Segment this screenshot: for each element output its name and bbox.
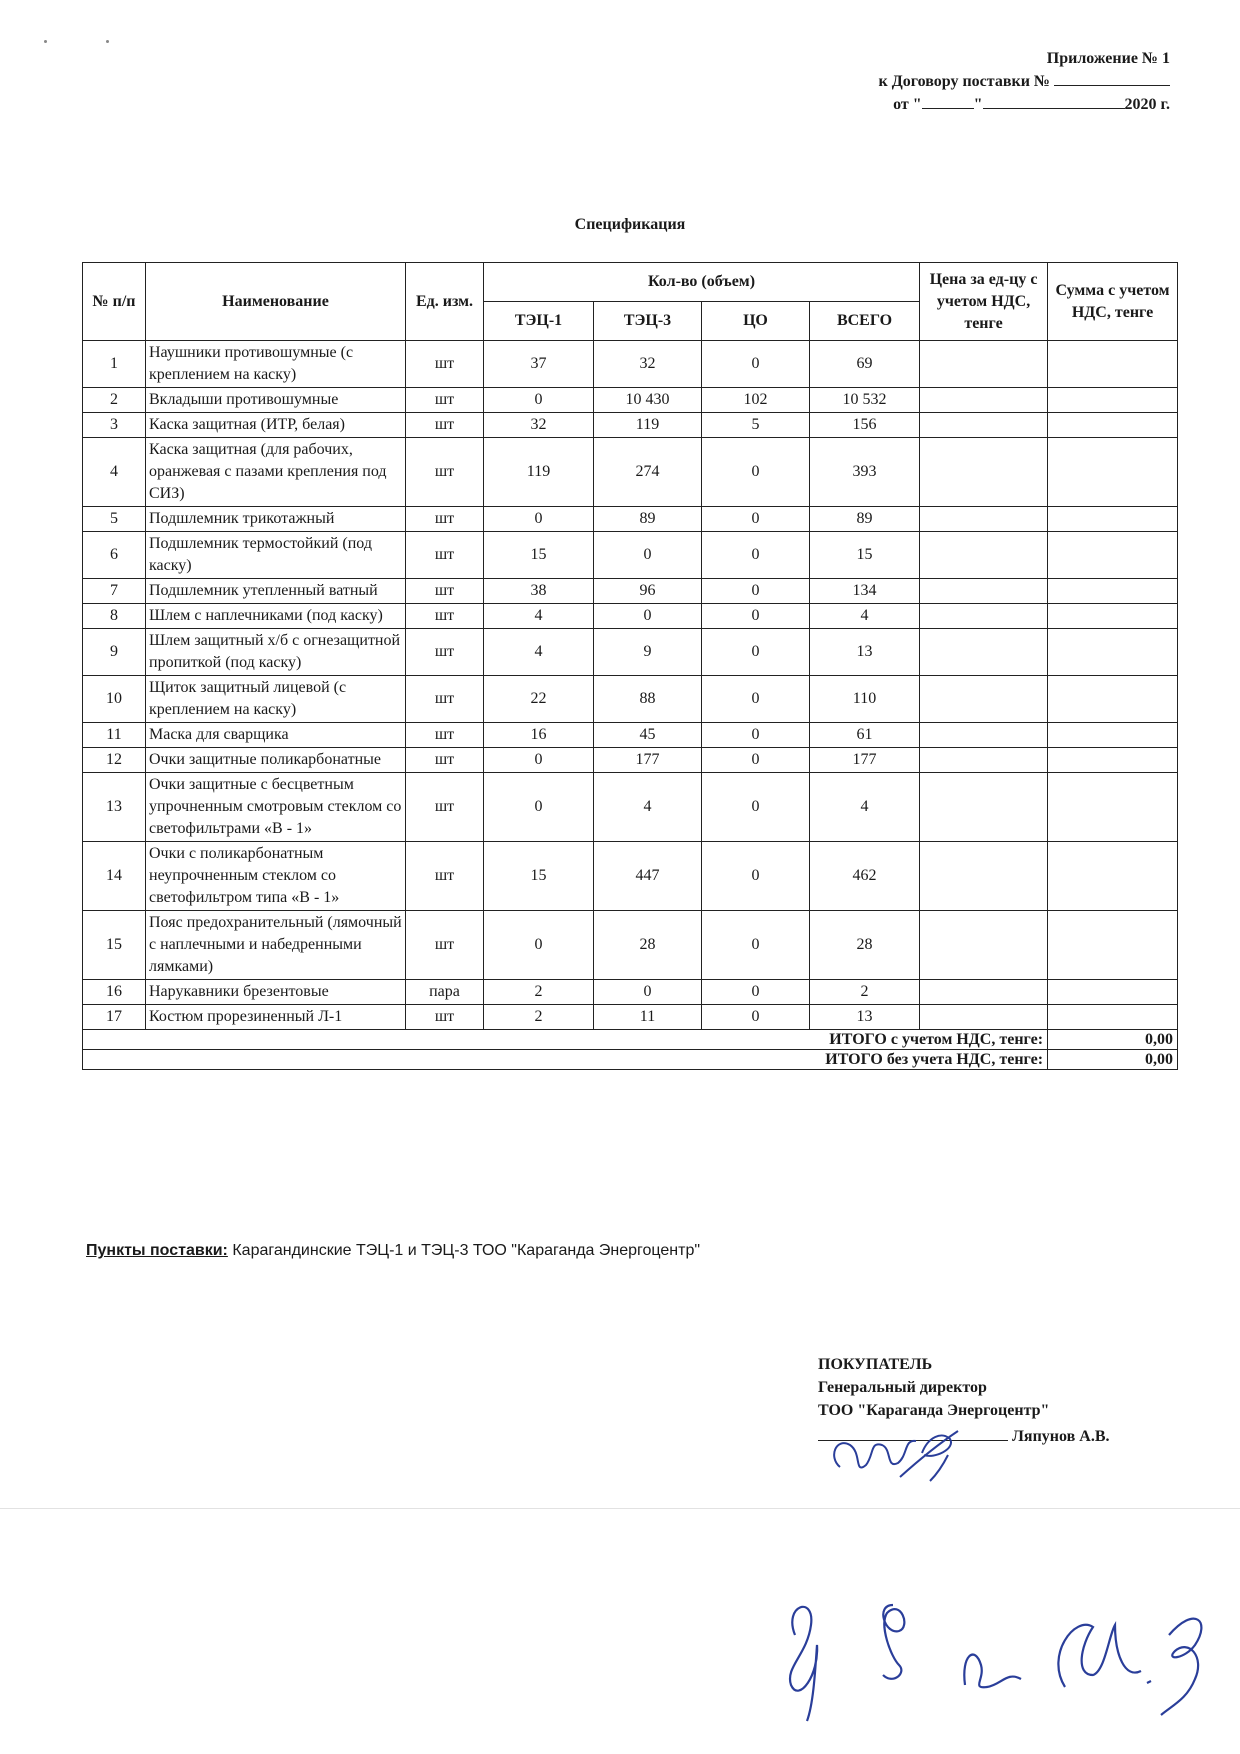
qty-co: 0: [702, 629, 810, 676]
appendix-number: Приложение № 1: [1046, 50, 1170, 67]
handwritten-signature: [810, 1415, 990, 1495]
qty-total: 2: [810, 980, 920, 1005]
table-row: [83, 980, 1178, 1005]
qty-co: 0: [702, 748, 810, 773]
item-name: Каска защитная (ИТР, белая): [146, 413, 406, 438]
table-row: [83, 604, 1178, 629]
qty-total: 61: [810, 723, 920, 748]
qty-co: 0: [702, 723, 810, 748]
item-name: Маска для сварщика: [146, 723, 406, 748]
delivery-text: Карагандинские ТЭЦ-1 и ТЭЦ-3 ТОО "Караганда Энергоцентр": [232, 1242, 701, 1259]
qty-co: 0: [702, 842, 810, 911]
row-num: 16: [83, 980, 146, 1005]
total-without-vat-label: ИТОГО без учета НДС, тенге:: [83, 1050, 1048, 1070]
qty-tec3: 447: [594, 842, 702, 911]
unit: шт: [406, 388, 484, 413]
unit: шт: [406, 532, 484, 579]
qty-total: 13: [810, 1005, 920, 1030]
qty-total: 177: [810, 748, 920, 773]
qty-tec1: 37: [484, 341, 594, 388]
row-num: 15: [83, 911, 146, 980]
row-num: 12: [83, 748, 146, 773]
row-num: 4: [83, 438, 146, 507]
row-num: 3: [83, 413, 146, 438]
item-name: Очки защитные поликарбонатные: [146, 748, 406, 773]
row-num: 2: [83, 388, 146, 413]
qty-tec3: 28: [594, 911, 702, 980]
contract-number-blank: [1054, 70, 1170, 86]
qty-co: 0: [702, 911, 810, 980]
sum-cell: [1048, 748, 1178, 773]
price-cell: [920, 1005, 1048, 1030]
qty-tec1: 32: [484, 413, 594, 438]
qty-tec3: 0: [594, 980, 702, 1005]
qty-tec3: 11: [594, 1005, 702, 1030]
appendix-header: [750, 48, 1170, 116]
price-cell: [920, 507, 1048, 532]
unit: шт: [406, 1005, 484, 1030]
qty-total: 4: [810, 773, 920, 842]
row-num: 8: [83, 604, 146, 629]
table-row: [83, 676, 1178, 723]
qty-tec3: 177: [594, 748, 702, 773]
row-num: 5: [83, 507, 146, 532]
unit: шт: [406, 604, 484, 629]
qty-co: 102: [702, 388, 810, 413]
qty-tec3: 45: [594, 723, 702, 748]
sum-cell: [1048, 911, 1178, 980]
price-cell: [920, 773, 1048, 842]
total-without-vat-value: 0,00: [1048, 1050, 1178, 1070]
price-cell: [920, 341, 1048, 388]
qty-tec1: 15: [484, 532, 594, 579]
qty-total: 69: [810, 341, 920, 388]
qty-tec1: 4: [484, 604, 594, 629]
table-row: [83, 579, 1178, 604]
qty-tec3: 32: [594, 341, 702, 388]
header-quantity: Кол-во (объем): [484, 263, 920, 302]
qty-tec1: 2: [484, 1005, 594, 1030]
price-cell: [920, 388, 1048, 413]
item-name: Пояс предохранительный (лямочный с наплечными и набедренными лямками): [146, 911, 406, 980]
item-name: Наушники противошумные (с креплением на каску): [146, 341, 406, 388]
row-num: 6: [83, 532, 146, 579]
price-cell: [920, 676, 1048, 723]
total-with-vat-row: [83, 1030, 1178, 1050]
sum-cell: [1048, 773, 1178, 842]
table-row: [83, 438, 1178, 507]
qty-co: 0: [702, 604, 810, 629]
unit: шт: [406, 579, 484, 604]
unit: шт: [406, 911, 484, 980]
price-cell: [920, 629, 1048, 676]
unit: шт: [406, 723, 484, 748]
qty-tec3: 9: [594, 629, 702, 676]
sum-cell: [1048, 1005, 1178, 1030]
row-num: 9: [83, 629, 146, 676]
unit: пара: [406, 980, 484, 1005]
qty-total: 15: [810, 532, 920, 579]
header-sum: Сумма с учетом НДС, тенге: [1048, 263, 1178, 341]
total-without-vat-row: [83, 1050, 1178, 1070]
qty-tec1: 0: [484, 773, 594, 842]
buyer-position: Генеральный директор: [818, 1379, 987, 1396]
fold-line: [0, 1508, 1240, 1509]
price-cell: [920, 911, 1048, 980]
table-body: [83, 341, 1178, 1030]
sum-cell: [1048, 579, 1178, 604]
price-cell: [920, 579, 1048, 604]
qty-tec3: 0: [594, 604, 702, 629]
qty-co: 0: [702, 1005, 810, 1030]
header-name: Наименование: [146, 263, 406, 341]
qty-tec1: 119: [484, 438, 594, 507]
sum-cell: [1048, 438, 1178, 507]
qty-tec1: 0: [484, 507, 594, 532]
row-num: 17: [83, 1005, 146, 1030]
unit: шт: [406, 341, 484, 388]
row-num: 11: [83, 723, 146, 748]
item-name: Каска защитная (для рабочих, оранжевая с пазами крепления под СИЗ): [146, 438, 406, 507]
header-num: № п/п: [83, 263, 146, 341]
qty-total: 28: [810, 911, 920, 980]
unit: шт: [406, 438, 484, 507]
row-num: 10: [83, 676, 146, 723]
table-row: [83, 773, 1178, 842]
buyer-company: ТОО "Караганда Энергоцентр": [818, 1402, 1050, 1419]
qty-tec3: 274: [594, 438, 702, 507]
qty-tec3: 88: [594, 676, 702, 723]
table-row: [83, 911, 1178, 980]
table-row: [83, 413, 1178, 438]
sum-cell: [1048, 842, 1178, 911]
qty-total: 462: [810, 842, 920, 911]
qty-tec1: 38: [484, 579, 594, 604]
qty-total: 10 532: [810, 388, 920, 413]
item-name: Вкладыши противошумные: [146, 388, 406, 413]
unit: шт: [406, 748, 484, 773]
item-name: Очки с поликарбонатным неупрочненным стеклом со светофильтром типа «В - 1»: [146, 842, 406, 911]
sum-cell: [1048, 413, 1178, 438]
buyer-signatory: Ляпунов А.В.: [1012, 1428, 1110, 1445]
row-num: 1: [83, 341, 146, 388]
item-name: Шлем защитный х/б с огнезащитной пропиткой (под каску): [146, 629, 406, 676]
table-row: [83, 723, 1178, 748]
price-cell: [920, 604, 1048, 629]
table-row: [83, 1005, 1178, 1030]
qty-co: 0: [702, 579, 810, 604]
price-cell: [920, 980, 1048, 1005]
date-month-blank: [983, 93, 1125, 109]
row-num: 14: [83, 842, 146, 911]
sum-cell: [1048, 507, 1178, 532]
price-cell: [920, 842, 1048, 911]
page-title: Спецификация: [574, 216, 686, 233]
date-day-blank: [922, 93, 974, 109]
qty-tec1: 22: [484, 676, 594, 723]
unit: шт: [406, 773, 484, 842]
qty-tec3: 96: [594, 579, 702, 604]
item-name: Подшлемник трикотажный: [146, 507, 406, 532]
qty-co: 0: [702, 532, 810, 579]
table-row: [83, 629, 1178, 676]
price-cell: [920, 723, 1048, 748]
item-name: Шлем с наплечниками (под каску): [146, 604, 406, 629]
qty-total: 4: [810, 604, 920, 629]
qty-total: 393: [810, 438, 920, 507]
handwritten-initials: [775, 1575, 1215, 1725]
sum-cell: [1048, 604, 1178, 629]
qty-tec3: 4: [594, 773, 702, 842]
qty-total: 89: [810, 507, 920, 532]
sum-cell: [1048, 341, 1178, 388]
item-name: Щиток защитный лицевой (с креплением на каску): [146, 676, 406, 723]
qty-co: 0: [702, 676, 810, 723]
delivery-label: Пункты поставки:: [86, 1242, 228, 1259]
scan-speckles: [40, 38, 120, 48]
qty-tec1: 4: [484, 629, 594, 676]
item-name: Подшлемник термостойкий (под каску): [146, 532, 406, 579]
qty-co: 0: [702, 341, 810, 388]
price-cell: [920, 532, 1048, 579]
item-name: Нарукавники брезентовые: [146, 980, 406, 1005]
contract-reference: к Договору поставки №: [750, 70, 1170, 93]
qty-tec3: 89: [594, 507, 702, 532]
contract-date: от " " 2020 г.: [750, 93, 1170, 116]
sum-cell: [1048, 723, 1178, 748]
qty-tec1: 2: [484, 980, 594, 1005]
qty-tec3: 0: [594, 532, 702, 579]
sum-cell: [1048, 980, 1178, 1005]
qty-total: 13: [810, 629, 920, 676]
unit: шт: [406, 413, 484, 438]
table-row: [83, 341, 1178, 388]
header-tec3: ТЭЦ-3: [594, 302, 702, 341]
qty-co: 0: [702, 507, 810, 532]
qty-tec1: 0: [484, 388, 594, 413]
qty-tec1: 0: [484, 911, 594, 980]
delivery-points: [86, 1242, 700, 1260]
header-total: ВСЕГО: [810, 302, 920, 341]
qty-tec3: 10 430: [594, 388, 702, 413]
qty-total: 110: [810, 676, 920, 723]
table-row: [83, 532, 1178, 579]
table-row: [83, 388, 1178, 413]
sum-cell: [1048, 532, 1178, 579]
qty-total: 156: [810, 413, 920, 438]
sum-cell: [1048, 629, 1178, 676]
qty-total: 134: [810, 579, 920, 604]
table-row: [83, 748, 1178, 773]
sum-cell: [1048, 676, 1178, 723]
unit: шт: [406, 676, 484, 723]
price-cell: [920, 413, 1048, 438]
qty-tec1: 15: [484, 842, 594, 911]
table-row: [83, 842, 1178, 911]
sum-cell: [1048, 388, 1178, 413]
price-cell: [920, 748, 1048, 773]
table-row: [83, 507, 1178, 532]
qty-tec1: 16: [484, 723, 594, 748]
qty-co: 5: [702, 413, 810, 438]
header-tec1: ТЭЦ-1: [484, 302, 594, 341]
total-with-vat-label: ИТОГО с учетом НДС, тенге:: [83, 1030, 1048, 1050]
buyer-role: ПОКУПАТЕЛЬ: [818, 1356, 933, 1373]
header-unit: Ед. изм.: [406, 263, 484, 341]
price-cell: [920, 438, 1048, 507]
item-name: Костюм прорезиненный Л-1: [146, 1005, 406, 1030]
header-price: Цена за ед-цу с учетом НДС, тенге: [920, 263, 1048, 341]
specification-table: [82, 262, 1178, 1070]
qty-tec3: 119: [594, 413, 702, 438]
qty-tec1: 0: [484, 748, 594, 773]
unit: шт: [406, 507, 484, 532]
item-name: Подшлемник утепленный ватный: [146, 579, 406, 604]
item-name: Очки защитные с бесцветным упрочненным смотровым стеклом со светофильтрами «В - 1»: [146, 773, 406, 842]
qty-co: 0: [702, 980, 810, 1005]
row-num: 7: [83, 579, 146, 604]
unit: шт: [406, 842, 484, 911]
total-with-vat-value: 0,00: [1048, 1030, 1178, 1050]
qty-co: 0: [702, 773, 810, 842]
header-co: ЦО: [702, 302, 810, 341]
unit: шт: [406, 629, 484, 676]
row-num: 13: [83, 773, 146, 842]
qty-co: 0: [702, 438, 810, 507]
